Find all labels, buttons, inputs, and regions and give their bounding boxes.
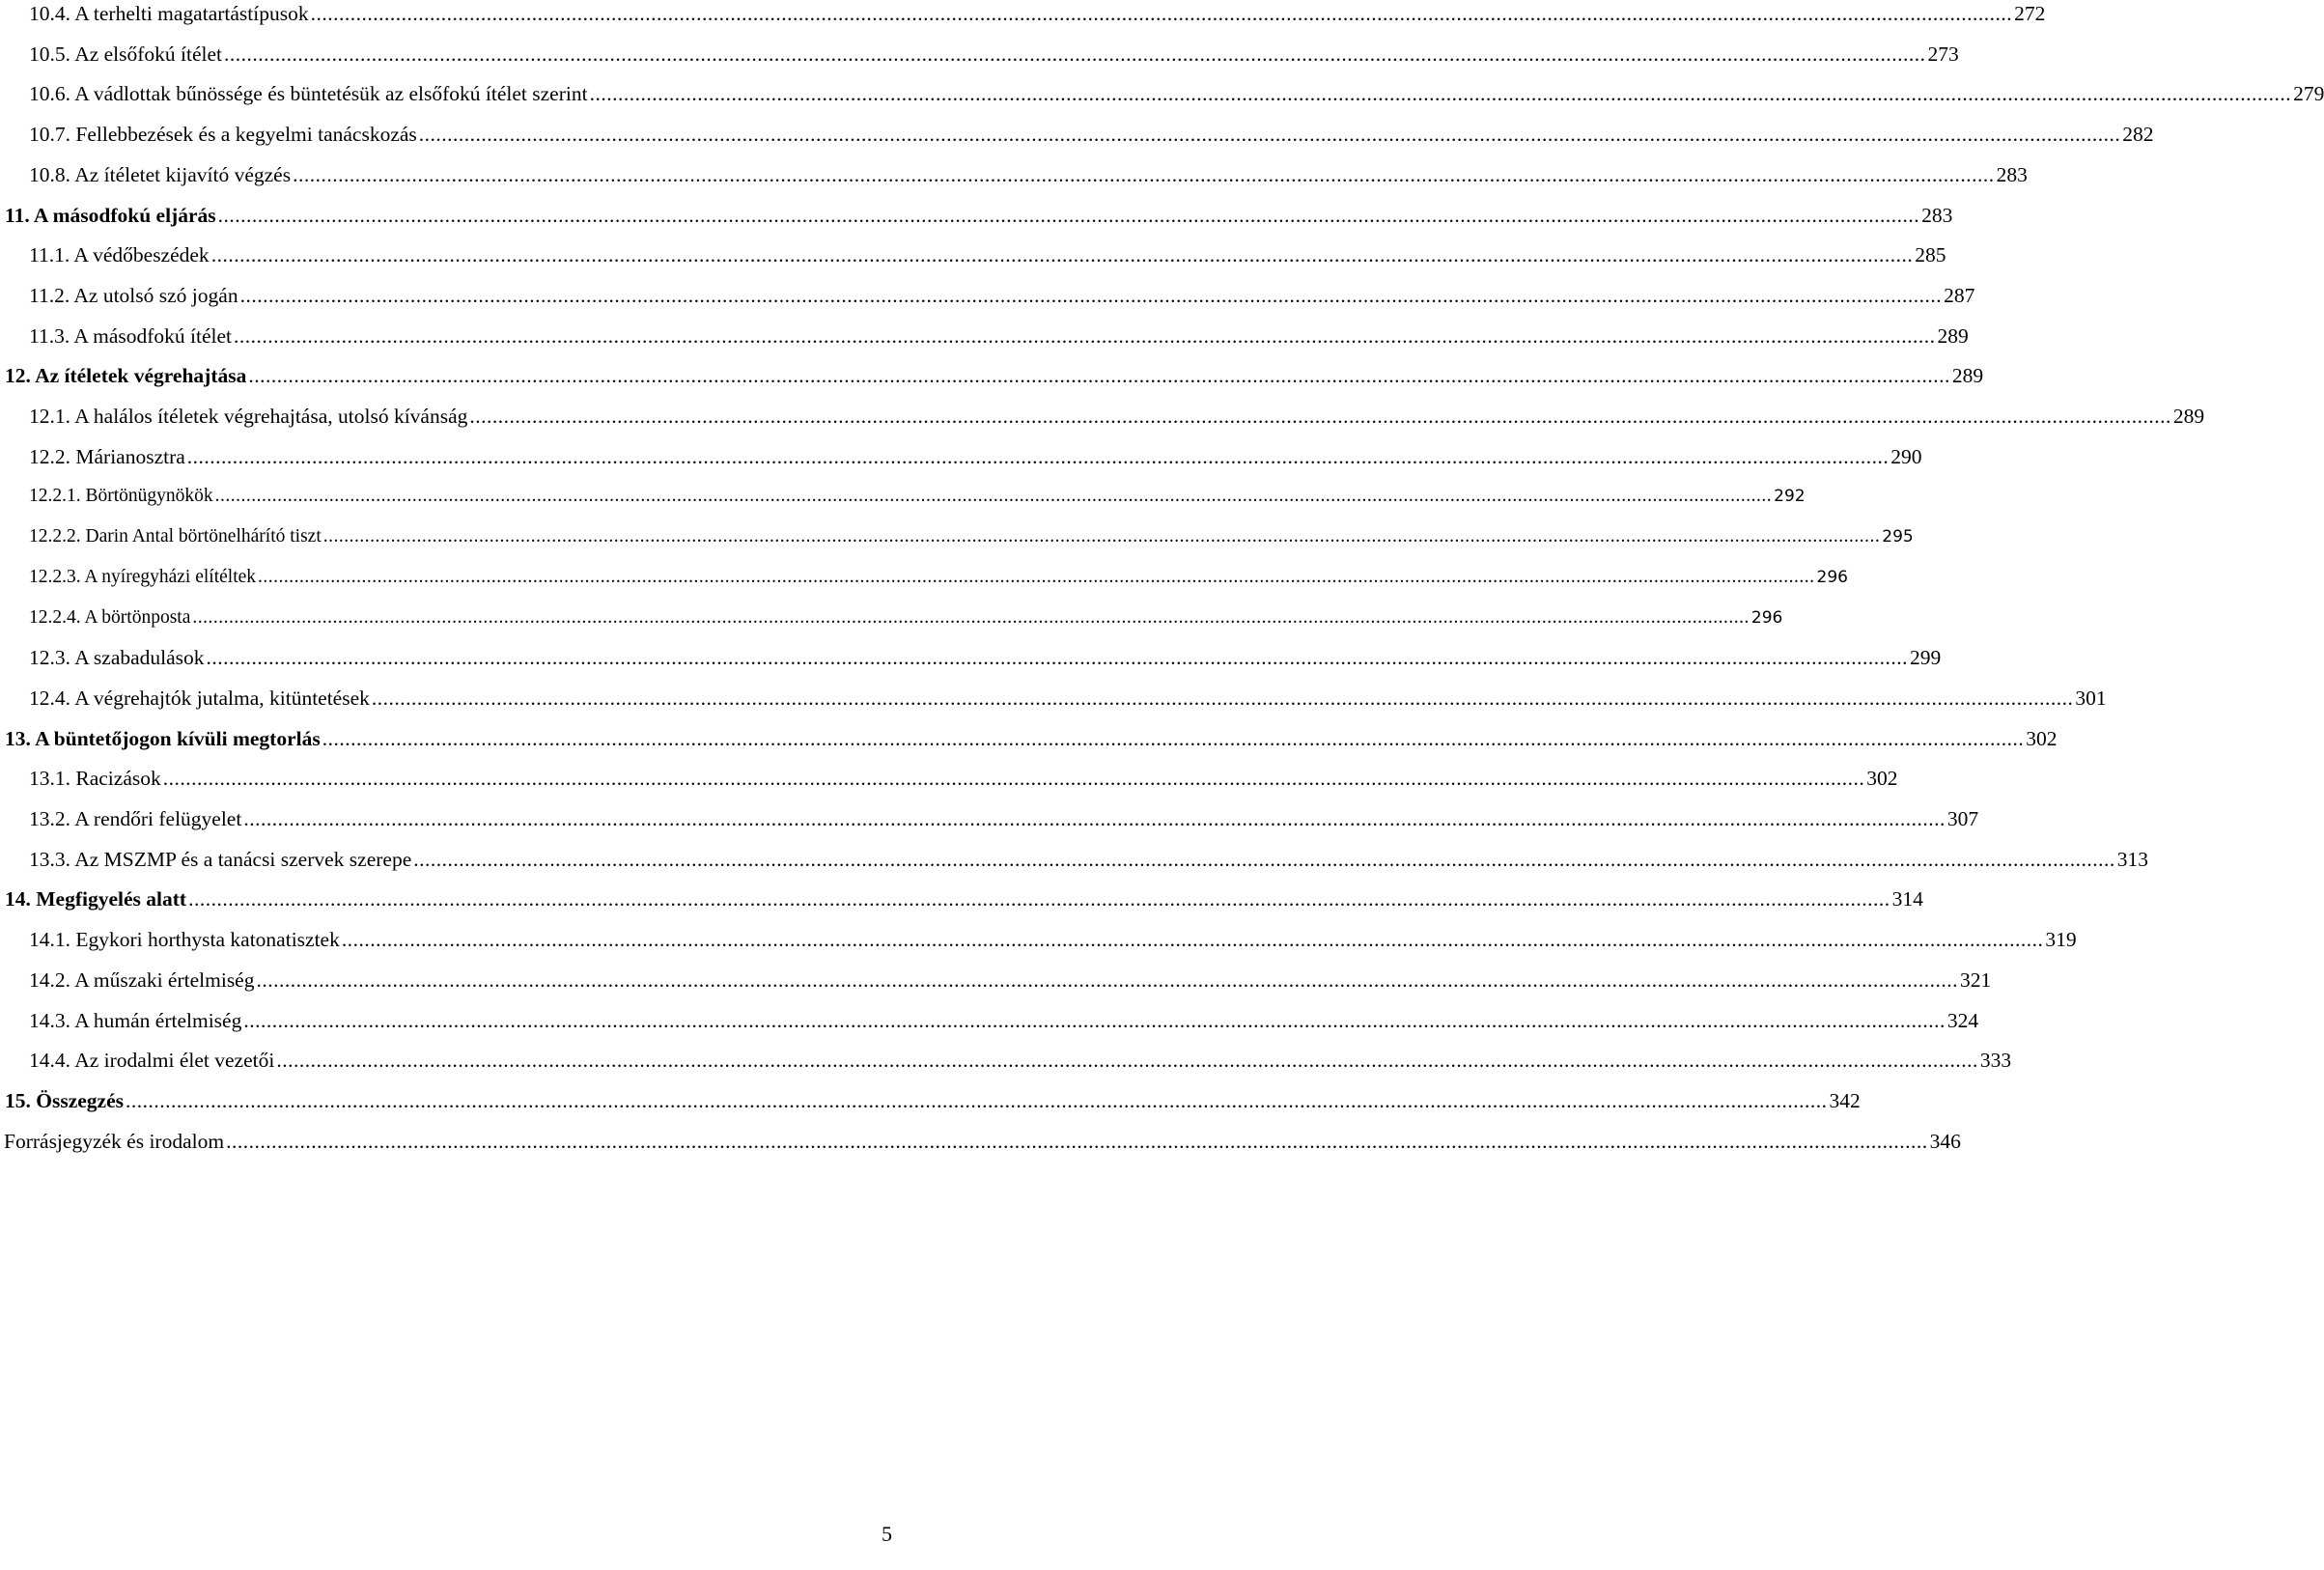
toc-leader-dots: ............................................................................................................................................................................................................................................................................................................ [310, 2, 2013, 25]
toc-leader-dots: ............................................................................................................................................................................................................................................................................................................ [243, 1008, 1946, 1032]
toc-leader-dots: ............................................................................................................................................................................................................................................................................................................ [293, 162, 1995, 186]
toc-entry[interactable] [29, 482, 1806, 511]
toc-entry-title: 14.4. Az irodalmi élet vezetői [29, 1049, 275, 1073]
toc-entry[interactable] [5, 884, 1923, 913]
toc-entry[interactable] [29, 925, 2077, 954]
toc-leader-dots: ............................................................................................................................................................................................................................................................................................................ [224, 42, 1926, 66]
toc-entry-title: 11.3. A másodfokú ítélet [29, 323, 233, 348]
toc-entry[interactable] [29, 603, 1783, 632]
toc-leader-dots: ............................................................................................................................................................................................................................................................................................................ [413, 847, 2115, 871]
toc-entry-page: 289 [1937, 323, 1969, 348]
toc-entry-page: 296 [1816, 567, 1848, 587]
toc-entry[interactable] [29, 804, 1979, 833]
toc-entry-title: 11.1. A védőbeszédek [29, 243, 210, 267]
toc-entry-page: 283 [1996, 162, 2028, 186]
toc-entry[interactable] [5, 724, 2058, 753]
toc-entry[interactable] [5, 1086, 1861, 1115]
toc-entry-page: 289 [2172, 405, 2205, 428]
toc-entry-title: 12.1. A halálos ítéletek végrehajtása, utolsó kívánság [29, 405, 468, 428]
toc-entry-title: 13. A büntetőjogon kívüli megtorlás [5, 726, 321, 750]
toc-entry-page: 283 [1921, 203, 1953, 227]
toc-entry-title: 12.4. A végrehajtók jutalma, kitüntetések [29, 686, 370, 710]
toc-entry[interactable] [29, 966, 1992, 995]
toc-entry-title: 14.3. A humán értelmiség [29, 1008, 242, 1032]
toc-entry-title: 13.2. A rendőri felügyelet [29, 807, 242, 830]
toc-entry-page: 321 [1959, 967, 1992, 992]
toc-entry[interactable] [29, 442, 1922, 471]
toc-leader-dots: ............................................................................................................................................................................................................................................................................................................ [589, 82, 2292, 106]
toc-leader-dots: ............................................................................................................................................................................................................................................................................................................ [206, 646, 1909, 670]
toc-leader-dots: ............................................................................................................................................................................................................................................................................................................ [371, 686, 2074, 710]
toc-leader-dots: ............................................................................................................................................................................................................................................................................................................ [418, 123, 2121, 147]
toc-entry[interactable] [29, 1006, 1979, 1035]
toc-entry-page: 302 [2026, 726, 2058, 750]
toc-entry[interactable] [29, 281, 1975, 310]
toc-entry-title: 11. A másodfokú eljárás [5, 203, 216, 227]
toc-entry-title: 10.5. Az elsőfokú ítélet [29, 42, 223, 66]
toc-entry-page: 296 [1750, 607, 1783, 628]
toc-entry-page: 279 [2293, 82, 2324, 106]
toc-entry-title: 13.1. Racizások [29, 767, 161, 791]
toc-entry-page: 299 [1910, 646, 1942, 670]
toc-entry-page: 307 [1946, 807, 1979, 830]
toc-entry-page: 272 [2014, 2, 2046, 25]
toc-entry-title: 13.3. Az MSZMP és a tanácsi szervek szerepe [29, 847, 412, 871]
toc-leader-dots: ............................................................................................................................................................................................................................................................................................................ [126, 1088, 1828, 1112]
toc-entry-title: 10.7. Fellebbezések és a kegyelmi tanácskozás [29, 123, 417, 147]
toc-leader-dots: ............................................................................................................................................................................................................................................................................................................ [162, 767, 1865, 791]
toc-leader-dots: ............................................................................................................................................................................................................................................................................................................ [256, 967, 1958, 992]
toc-entry-title: 10.4. A terhelti magatartástípusok [29, 2, 309, 25]
toc-entry-title: 12.2.1. Börtönügynökök [29, 486, 213, 507]
toc-leader-dots: ............................................................................................................................................................................................................................................................................................................ [192, 606, 1750, 628]
toc-entry[interactable] [5, 361, 1984, 390]
toc-leader-dots: ............................................................................................................................................................................................................................................................................................................ [248, 364, 1950, 388]
toc-leader-dots: ............................................................................................................................................................................................................................................................................................................ [234, 323, 1936, 348]
toc-entry-page: 292 [1774, 487, 1806, 507]
toc-entry-page: 346 [1929, 1129, 1961, 1153]
toc-leader-dots: ............................................................................................................................................................................................................................................................................................................ [322, 726, 2025, 750]
toc-leader-dots: ............................................................................................................................................................................................................................................................................................................ [217, 203, 1920, 227]
toc-leader-dots: ............................................................................................................................................................................................................................................................................................................ [258, 566, 1815, 587]
toc-entry-page: 333 [1979, 1049, 2012, 1073]
toc-entry-title: 12. Az ítéletek végrehajtása [5, 364, 247, 388]
toc-leader-dots: ............................................................................................................................................................................................................................................................................................................ [276, 1049, 1978, 1073]
toc-entry-page: 282 [2122, 123, 2154, 147]
toc-entry[interactable] [29, 563, 1848, 592]
toc-entry[interactable] [29, 1046, 2012, 1075]
toc-entry[interactable] [29, 120, 2154, 149]
toc-leader-dots: ............................................................................................................................................................................................................................................................................................................ [341, 928, 2044, 952]
toc-entry[interactable] [29, 684, 2107, 713]
toc-entry-title: 12.2.2. Darin Antal börtönelhárító tiszt [29, 526, 322, 547]
toc-entry-title: 12.2.3. A nyíregyházi elítéltek [29, 566, 257, 587]
toc-entry-page: 313 [2116, 847, 2148, 871]
toc-entry-page: 290 [1890, 444, 1922, 468]
toc-entry-page: 287 [1944, 283, 1975, 307]
toc-entry-title: Forrásjegyzék és irodalom [4, 1129, 225, 1153]
toc-entry[interactable] [29, 240, 1946, 269]
toc-entry-title: 14.2. A műszaki értelmiség [29, 967, 255, 992]
toc-leader-dots: ............................................................................................................................................................................................................................................................................................................ [210, 243, 1914, 267]
toc-entry-title: 15. Összegzés [5, 1088, 124, 1112]
toc-entry-page: 319 [2045, 928, 2077, 952]
toc-entry[interactable] [29, 0, 2046, 28]
toc-entry[interactable] [29, 322, 1969, 350]
toc-entry-page: 314 [1891, 887, 1923, 911]
toc-entry-page: 285 [1915, 243, 1946, 267]
toc-entry[interactable] [29, 522, 1914, 551]
toc-entry[interactable] [5, 201, 1953, 230]
toc-leader-dots: ............................................................................................................................................................................................................................................................................................................ [239, 283, 1943, 307]
toc-leader-dots: ............................................................................................................................................................................................................................................................................................................ [469, 405, 2171, 428]
toc-entry-page: 289 [1951, 364, 1984, 388]
toc-leader-dots: ............................................................................................................................................................................................................................................................................................................ [322, 526, 1881, 547]
toc-entry[interactable] [29, 40, 1959, 69]
toc-entry-page: 302 [1866, 767, 1898, 791]
toc-entry[interactable] [29, 160, 2028, 189]
toc-entry-title: 10.6. A vádlottak bűnössége és büntetésük az elsőfokú ítélet szerint [29, 82, 588, 106]
toc-entry-page: 324 [1946, 1008, 1979, 1032]
toc-entry-title: 14. Megfigyelés alatt [5, 887, 187, 911]
toc-entry-page: 273 [1927, 42, 1959, 66]
toc-entry-title: 14.1. Egykori horthysta katonatisztek [29, 928, 340, 952]
toc-leader-dots: ............................................................................................................................................................................................................................................................................................................ [188, 887, 1890, 911]
toc-entry[interactable] [29, 764, 1898, 793]
toc-leader-dots: ............................................................................................................................................................................................................................................................................................................ [226, 1129, 1928, 1153]
toc-entry-page: 301 [2075, 686, 2107, 710]
toc-entry[interactable] [29, 79, 2324, 108]
toc-entry[interactable] [29, 845, 2148, 874]
toc-leader-dots: ............................................................................................................................................................................................................................................................................................................ [214, 486, 1773, 507]
toc-entry[interactable] [29, 643, 1942, 672]
toc-entry-page: 295 [1882, 527, 1914, 547]
toc-leader-dots: ............................................................................................................................................................................................................................................................................................................ [186, 444, 1890, 468]
toc-entry-title: 12.2.4. A börtönposta [29, 606, 191, 628]
toc-entry[interactable] [29, 402, 2205, 431]
page-number: 5 [882, 1522, 892, 1546]
toc-entry-title: 10.8. Az ítéletet kijavító végzés [29, 162, 292, 186]
toc-entry-title: 12.3. A szabadulások [29, 646, 205, 670]
toc-entry[interactable] [4, 1127, 1961, 1156]
toc-leader-dots: ............................................................................................................................................................................................................................................................................................................ [243, 807, 1946, 830]
toc-entry-title: 11.2. Az utolsó szó jogán [29, 283, 238, 307]
toc-entry-title: 12.2. Márianosztra [29, 444, 185, 468]
toc-entry-page: 342 [1829, 1088, 1861, 1112]
